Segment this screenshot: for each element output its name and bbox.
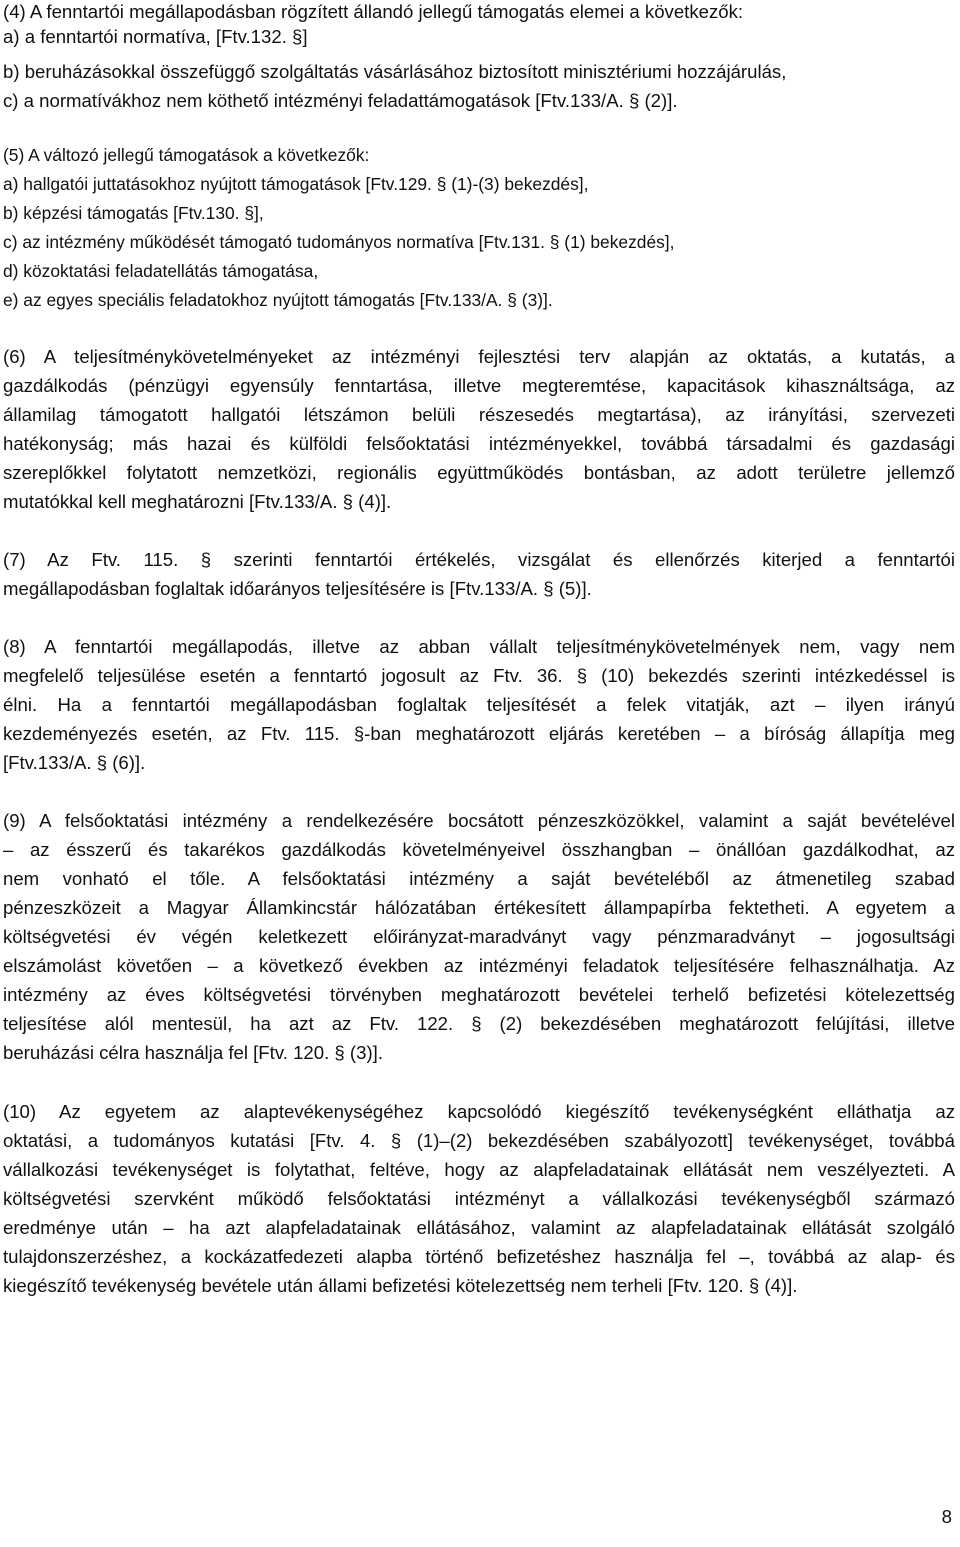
- paragraph-line: tulajdonszerzéshez, a kockázatfedezeti alapba történő befizetéshez használja fel –, továbbá az alap- és: [3, 1246, 955, 1267]
- paragraph-line: mutatókkal kell meghatározni [Ftv.133/A. § (4)].: [3, 491, 392, 512]
- list-item: d) közoktatási feladatellátás támogatása,: [3, 261, 319, 281]
- list-item: e) az egyes speciális feladatokhoz nyújtott támogatás [Ftv.133/A. § (3)].: [3, 290, 553, 310]
- paragraph-line: (6) A teljesítménykövetelményeket az intézményi fejlesztési terv alapján az oktatás, a kutatás, a: [3, 346, 955, 367]
- list-item: c) az intézmény működését támogató tudományos normatíva [Ftv.131. § (1) bekezdés],: [3, 232, 675, 252]
- page-number: 8: [941, 1506, 952, 1527]
- paragraph-line: beruházási célra használja fel [Ftv. 120. § (3)].: [3, 1042, 383, 1063]
- paragraph-line: élni. Ha a fenntartói megállapodásban foglaltak teljesítését a felek vitatják, azt – ilyen irányú: [3, 694, 955, 715]
- paragraph-line: költségvetési szervként működő felsőoktatási intézményt a vállalkozási tevékenységből származó: [3, 1188, 955, 1209]
- list-item: a) hallgatói juttatásokhoz nyújtott támogatások [Ftv.129. § (1)-(3) bekezdés],: [3, 174, 589, 194]
- paragraph-line: (10) Az egyetem az alaptevékenységéhez kapcsolódó kiegészítő tevékenységként elláthatja az: [3, 1101, 955, 1122]
- paragraph-line: intézmény az éves költségvetési törvényben meghatározott bevételei terhelő befizetési kötelezettség: [3, 984, 955, 1005]
- paragraph-line: megállapodásban foglaltak időarányos teljesítésére is [Ftv.133/A. § (5)].: [3, 578, 592, 599]
- paragraph-line: oktatási, a tudományos kutatási [Ftv. 4. § (1)–(2) bekezdésében szabályozott] tevékenységet, továbbá: [3, 1130, 955, 1151]
- paragraph-line: kiegészítő tevékenység bevétele után állami befizetési kötelezettség nem terheli [Ftv. 120. § (4)].: [3, 1275, 798, 1296]
- paragraph-line: (9) A felsőoktatási intézmény a rendelkezésére bocsátott pénzeszközökkel, valamint a saját bevételével: [3, 810, 955, 831]
- paragraph-line: államilag támogatott hallgatói létszámon belüli részesedés megtartása), az irányítási, szervezeti: [3, 404, 955, 425]
- paragraph-line: – az ésszerű és takarékos gazdálkodás követelményeivel összhangban – önállóan gazdálkodhat, az: [3, 839, 955, 860]
- paragraph-line: elszámolást követően – a következő években az intézményi feladatok teljesítésére felhasználhatja. Az: [3, 955, 955, 976]
- paragraph-line: (7) Az Ftv. 115. § szerinti fenntartói értékelés, vizsgálat és ellenőrzés kiterjed a fenntartói: [3, 549, 955, 570]
- list-item: b) képzési támogatás [Ftv.130. §],: [3, 203, 264, 223]
- paragraph-line: eredménye után – ha azt alapfeladatainak ellátásához, valamint az alapfeladatainak ellátását szolgáló: [3, 1217, 955, 1238]
- paragraph-line: kezdeményezés esetén, az Ftv. 115. §-ban meghatározott eljárás keretében – a bíróság állapítja meg: [3, 723, 955, 744]
- paragraph-line: megfelelő teljesülése esetén a fenntartó jogosult az Ftv. 36. § (10) bekezdés szerinti intézkedéssel is: [3, 665, 955, 686]
- list-item: b) beruházásokkal összefüggő szolgáltatás vásárlásához biztosított minisztériumi hozzájárulás,: [3, 61, 787, 82]
- paragraph-line: gazdálkodás (pénzügyi egyensúly fenntartása, illetve megteremtése, kapacitások kihasználtsága, az: [3, 375, 955, 396]
- paragraph-line: (4) A fenntartói megállapodásban rögzített állandó jellegű támogatás elemei a következők:: [3, 1, 744, 22]
- paragraph-line: költségvetési év végén keletkezett előirányzat-maradványt vagy pénzmaradványt – jogosultsági: [3, 926, 955, 947]
- paragraph-line: (5) A változó jellegű támogatások a következők:: [3, 145, 370, 165]
- paragraph-line: teljesítése alól mentesül, ha azt az Ftv. 122. § (2) bekezdésében meghatározott felújítási, illetve: [3, 1013, 955, 1034]
- paragraph-line: nem vonható el tőle. A felsőoktatási intézmény a saját bevételéből az átmenetileg szabad: [3, 868, 955, 889]
- paragraph-line: [Ftv.133/A. § (6)].: [3, 752, 146, 773]
- paragraph-line: hatékonyság; más hazai és külföldi felsőoktatási intézményekkel, továbbá társadalmi és gazdasági: [3, 433, 955, 454]
- paragraph-line: (8) A fenntartói megállapodás, illetve az abban vállalt teljesítménykövetelmények nem, vagy nem: [3, 636, 955, 657]
- paragraph-line: pénzeszközeit a Magyar Államkincstár hálózatában értékesített állampapírba fektetheti. A egyetem a: [3, 897, 955, 918]
- paragraph-line: szereplőkkel folytatott nemzetközi, regionális együttműködés bontásban, az adott területre jellemző: [3, 462, 955, 483]
- paragraph-line: vállalkozási tevékenységet is folytathat, feltéve, hogy az alapfeladatainak ellátását nem veszélyezteti. A: [3, 1159, 955, 1180]
- list-item: c) a normatívákhoz nem köthető intézményi feladattámogatások [Ftv.133/A. § (2)].: [3, 90, 678, 111]
- list-item: a) a fenntartói normatíva, [Ftv.132. §]: [3, 26, 308, 47]
